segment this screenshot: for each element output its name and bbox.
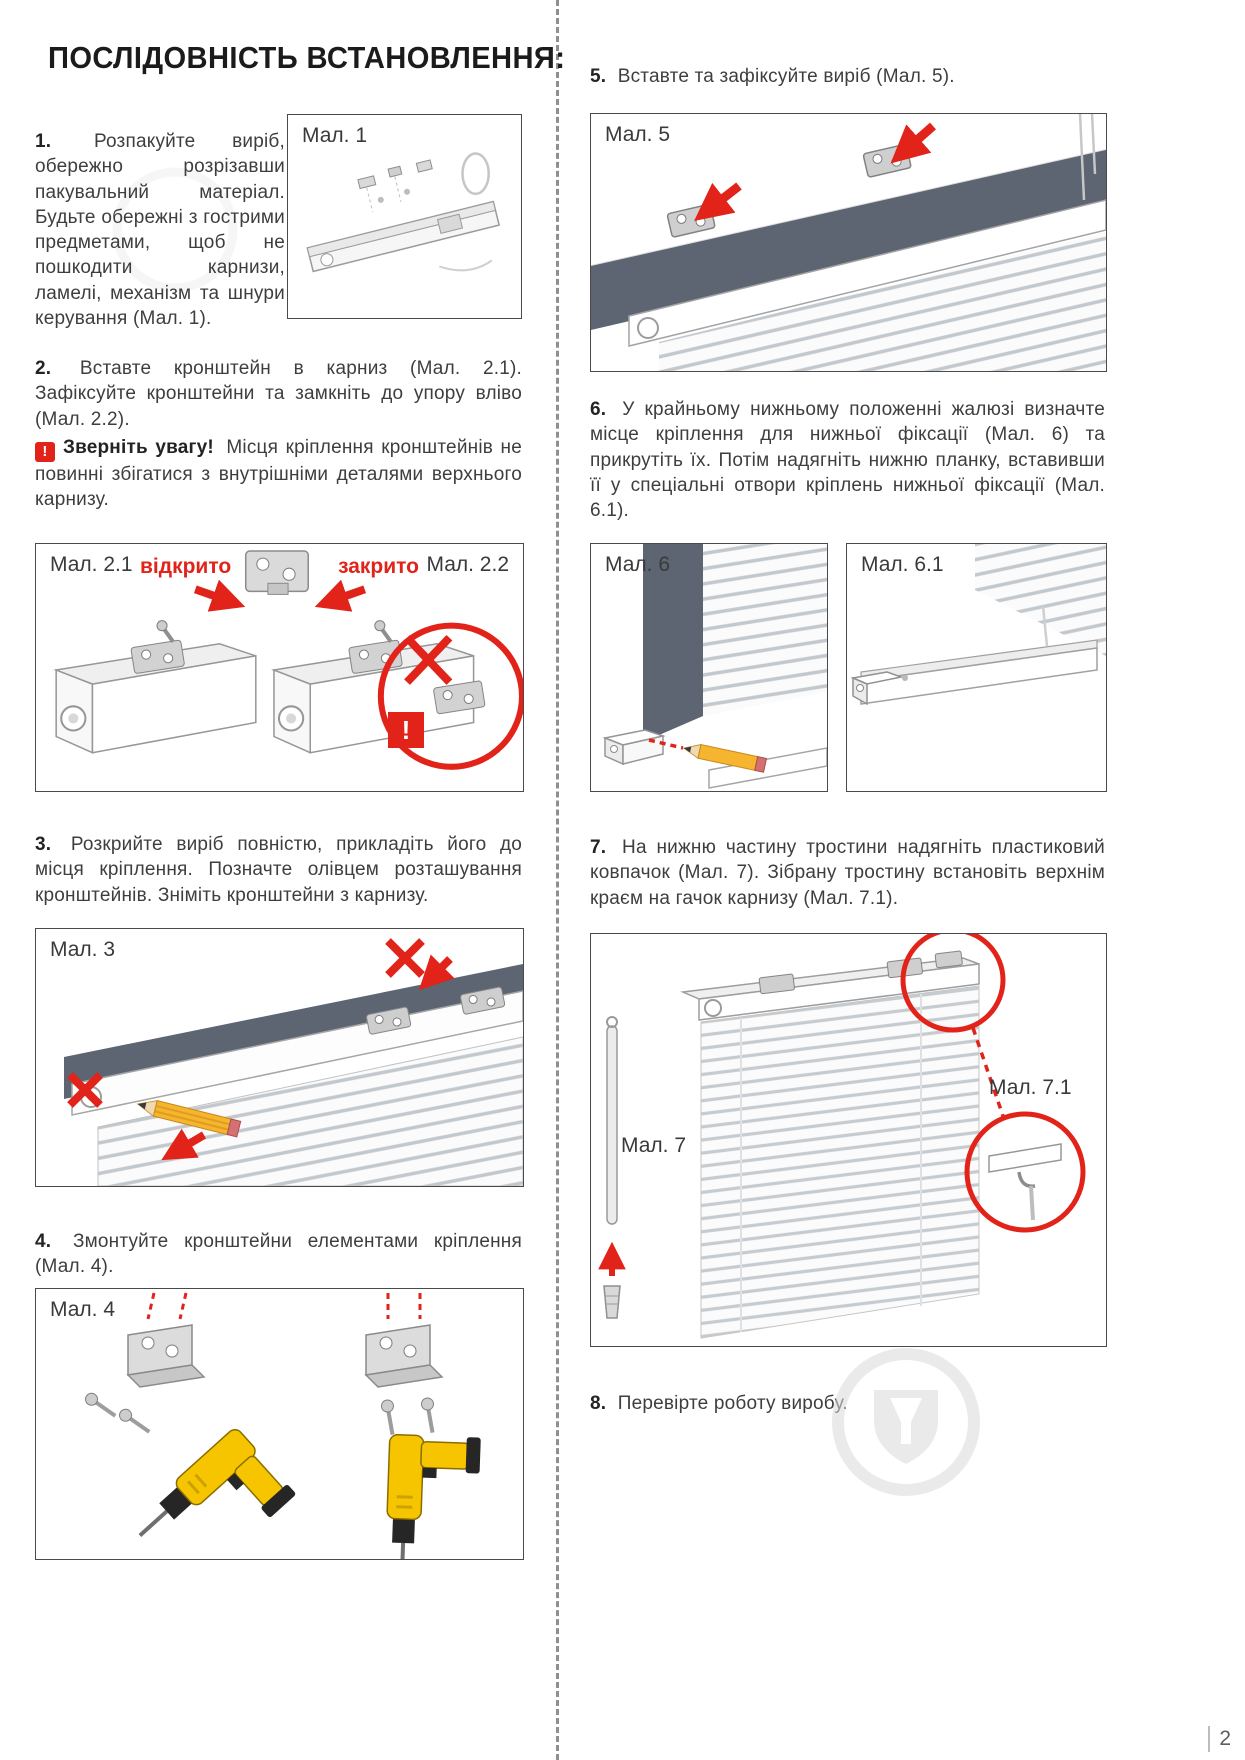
- step-7-body: На нижню частину тростини надягніть пластиковий ковпачок (Мал. 7). Зібрану тростину встановіть верхнім краєм на гачок карнизу (Мал. 7.1).: [590, 837, 1105, 909]
- step-8-text: [590, 1391, 1105, 1416]
- step-7-text: [590, 835, 1105, 911]
- figure-7: [590, 933, 1107, 1347]
- step-8-body: Перевірте роботу виробу.: [617, 1393, 848, 1414]
- step-6-body: У крайньому нижньому положенні жалюзі визначте місце кріплення для нижньої фіксації (Мал. 6) та прикрутіть їх. Потім надягніть нижню планку, вставивши її у спеціальні отвори кріплень нижньої фіксації (Мал. 6.1).: [590, 399, 1105, 522]
- closed-label: закрито: [338, 555, 419, 578]
- figure-6-label: Мал. 6: [605, 553, 671, 576]
- step-1-text: [35, 129, 285, 331]
- page-number: [1208, 1726, 1231, 1752]
- step-6-text: [590, 397, 1105, 523]
- figure-4-illustration: [36, 1289, 523, 1559]
- step-3-body: Розкрийте виріб повністю, прикладіть його до місця кріплення. Позначте олівцем розташування кронштейнів. Зніміть кронштейни з карнизу.: [35, 834, 522, 906]
- step-5-number: 5.: [590, 66, 607, 87]
- page-number-divider: [1208, 1726, 1210, 1752]
- figure-1-label: Мал. 1: [302, 124, 368, 147]
- figure-2-2-label: Мал. 2.2: [426, 553, 509, 576]
- step-4-text: [35, 1229, 522, 1280]
- warning-title: Зверніть увагу!: [63, 436, 214, 458]
- step-5-text: [590, 64, 1105, 89]
- figure-2: [35, 543, 524, 792]
- step-3-number: 3.: [35, 834, 52, 855]
- step-2-body: Вставте кронштейн в карниз (Мал. 2.1). Зафіксуйте кронштейни та замкніть до упору вліво (Мал. 2.2).: [35, 358, 522, 430]
- figure-6-1: [846, 543, 1107, 792]
- figure-6-1-label: Мал. 6.1: [861, 553, 944, 576]
- figure-6: [590, 543, 828, 792]
- step-7-number: 7.: [590, 837, 607, 858]
- figure-6-illustration: [591, 544, 827, 791]
- step-5-body: Вставте та зафіксуйте виріб (Мал. 5).: [617, 66, 955, 87]
- open-label: відкрито: [140, 555, 232, 578]
- figure-5: [590, 113, 1107, 372]
- step-1-body: Розпакуйте виріб, обережно розрізавши пакувальний матеріал. Будьте обережні з гострими предметами, щоб не пошкодити карнизи, ламелі, механізм та шнури керування (Мал. 1).: [35, 131, 285, 329]
- page-title: ПОСЛІДОВНІСТЬ ВСТАНОВЛЕННЯ:: [48, 40, 566, 75]
- figure-3-label: Мал. 3: [50, 938, 116, 961]
- figure-1: [287, 114, 522, 319]
- page-number-value: 2: [1219, 1727, 1231, 1750]
- step-2-warning: [35, 435, 522, 513]
- step-2-text: [35, 356, 522, 432]
- step-3-text: [35, 832, 522, 908]
- step-2-block: [35, 356, 522, 512]
- step-8-number: 8.: [590, 1393, 607, 1414]
- figure-7-label: Мал. 7: [621, 1134, 687, 1157]
- figure-5-illustration: [591, 114, 1106, 371]
- brand-watermark-icon: [826, 1342, 986, 1502]
- figure-4: [35, 1288, 524, 1560]
- figure-5-label: Мал. 5: [605, 123, 671, 146]
- step-4-body: Змонтуйте кронштейни елементами кріплення (Мал. 4).: [35, 1231, 522, 1278]
- column-divider: [556, 0, 559, 1760]
- warning-icon: !: [35, 442, 55, 462]
- step-4-number: 4.: [35, 1231, 52, 1252]
- figure-6-1-illustration: [847, 544, 1106, 791]
- step-1-number: 1.: [35, 131, 52, 152]
- figure-2-1-label: Мал. 2.1: [50, 553, 133, 576]
- figure-3: [35, 928, 524, 1187]
- figure-3-illustration: [36, 929, 523, 1186]
- figure-4-label: Мал. 4: [50, 1298, 116, 1321]
- figure-2-illustration: [36, 544, 523, 791]
- figure-7-1-label: Мал. 7.1: [989, 1076, 1072, 1099]
- warning-body: Місця кріплення кронштейнів не повинні збігатися з внутрішніми деталями верхнього карнизу.: [35, 436, 522, 511]
- step-6-number: 6.: [590, 399, 607, 420]
- warning-badge-icon: !: [388, 712, 424, 748]
- step-2-number: 2.: [35, 358, 52, 379]
